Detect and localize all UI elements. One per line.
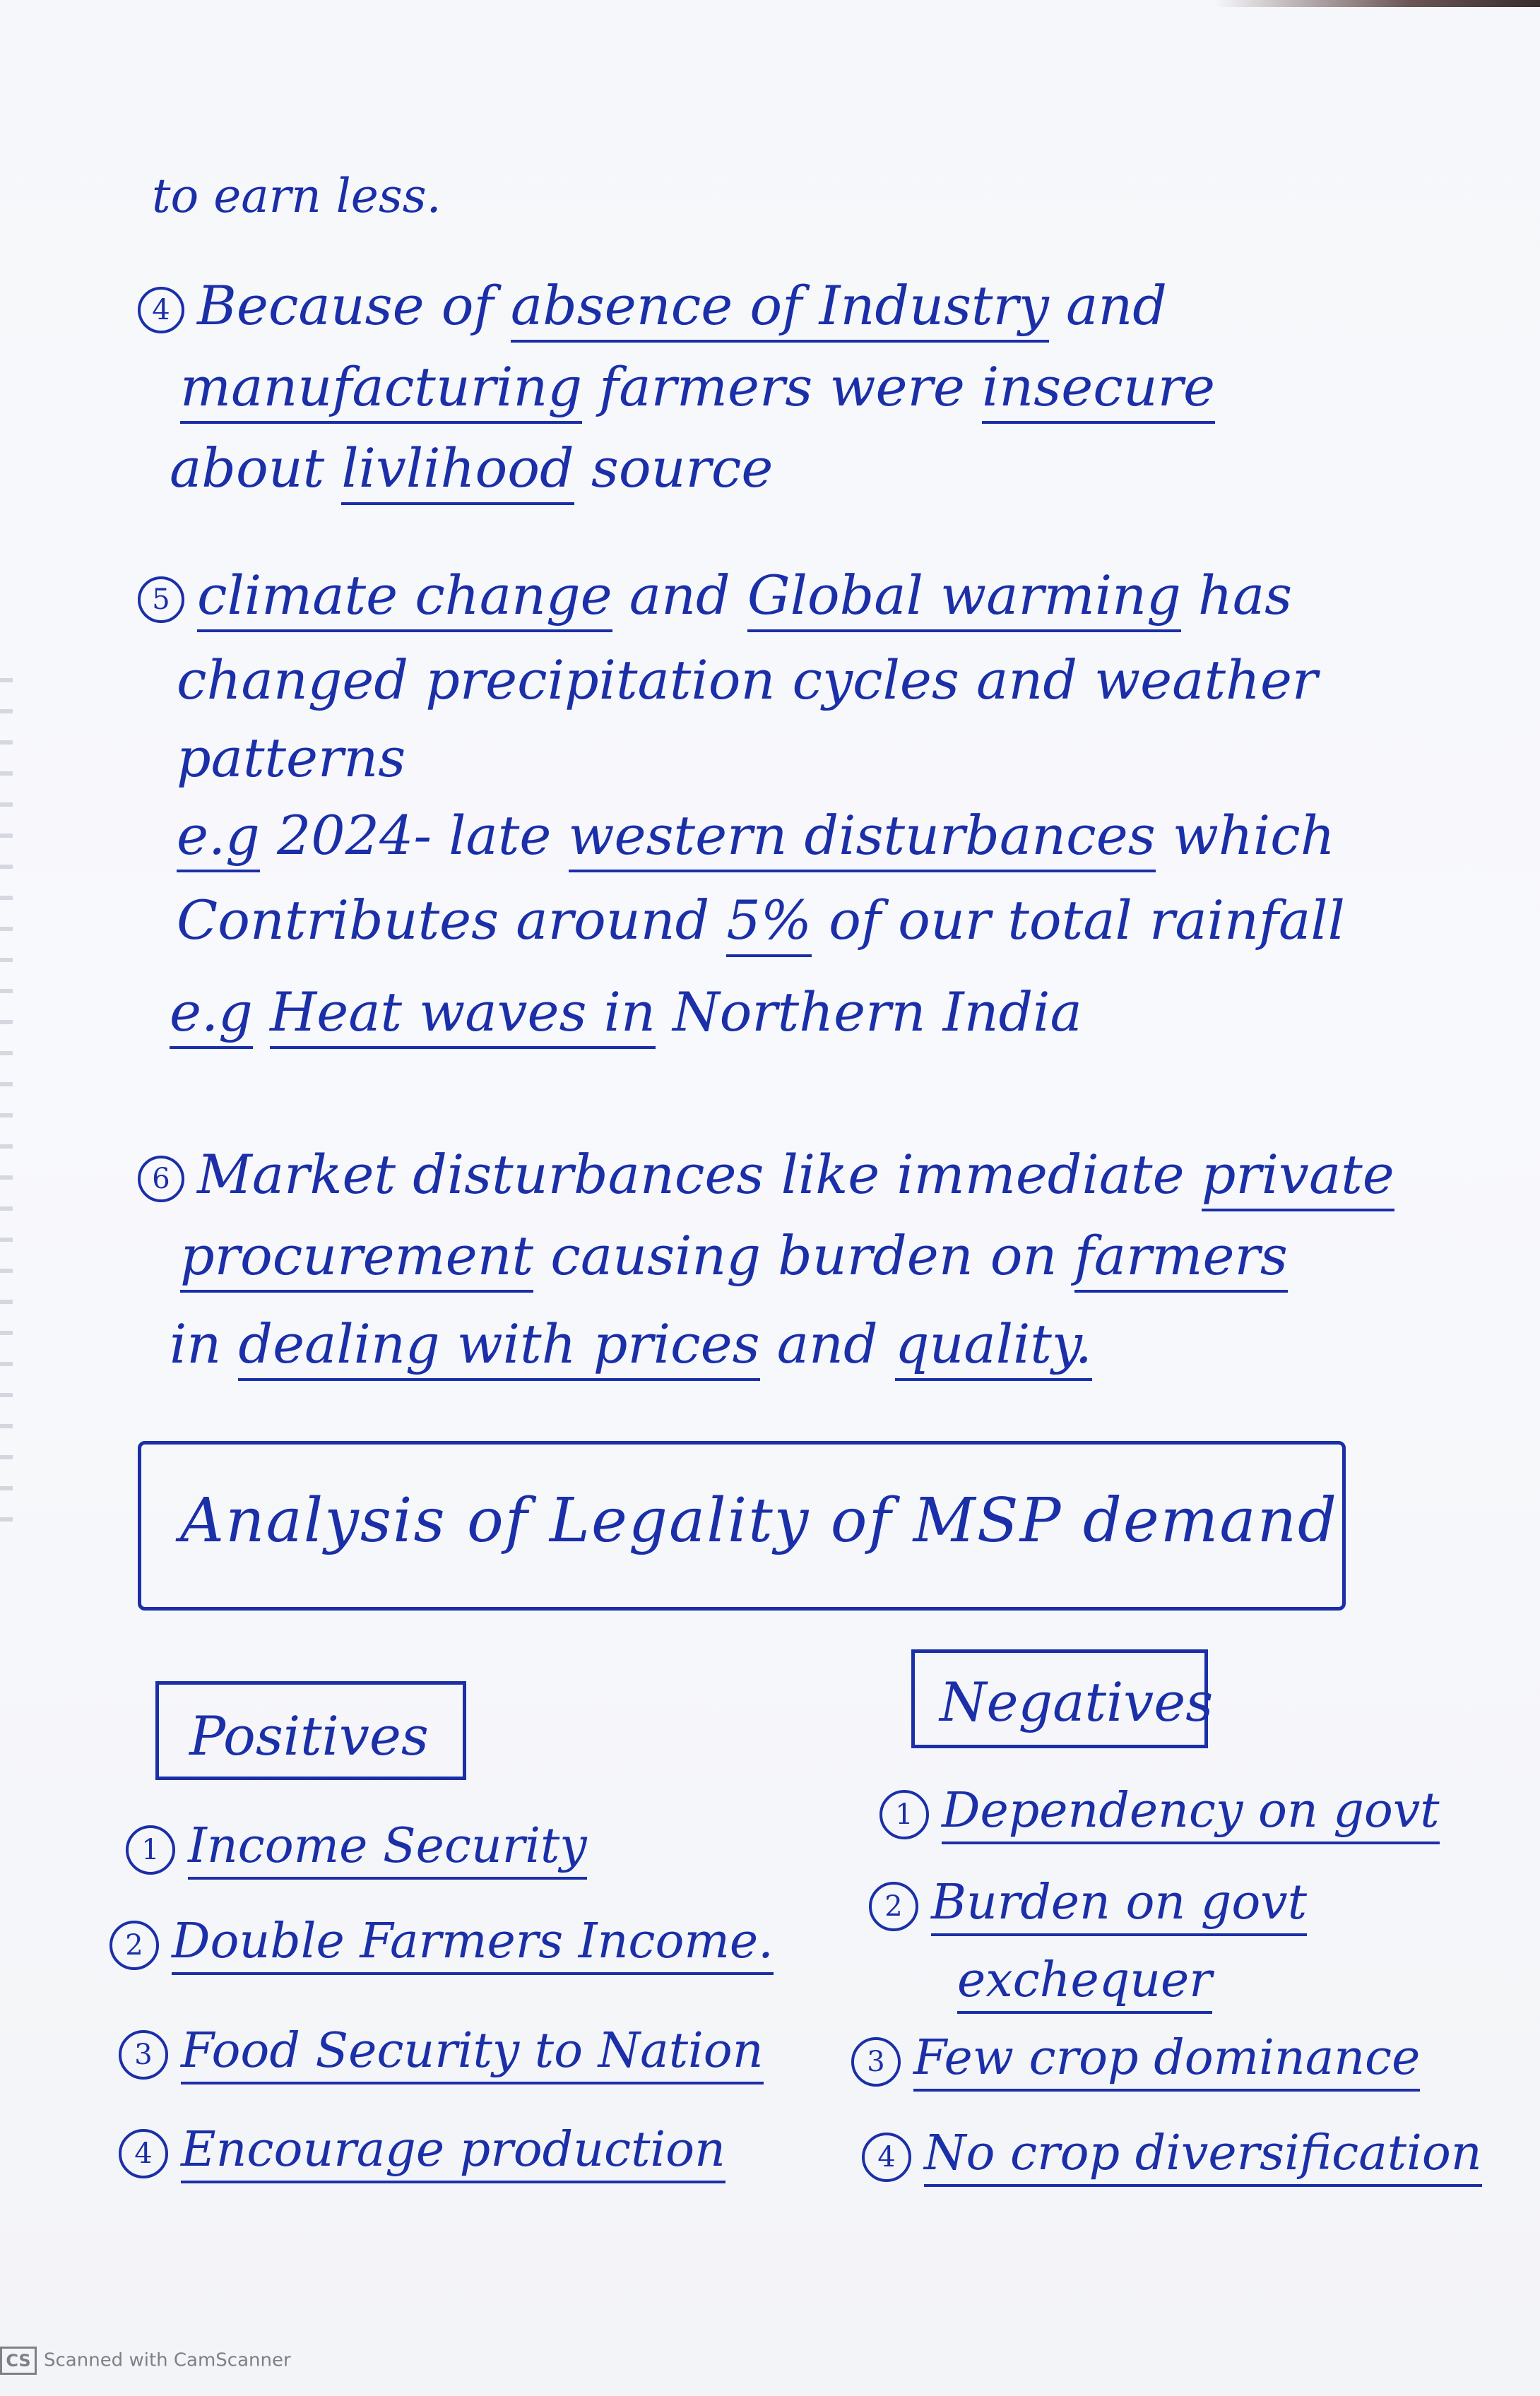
point-4-line-2: manufacturing farmers were insecure [180, 360, 1215, 414]
analysis-heading: Analysis of Legality of MSP demand [180, 1485, 1339, 1556]
point-6-line-1: 6 Market disturbances like immediate private [138, 1148, 1394, 1202]
underline-quality: quality. [895, 1312, 1092, 1381]
point-5-line-5: Contributes around 5% of our total rainfall [177, 894, 1345, 947]
intro-line [152, 169, 442, 223]
point-5-number: 5 [138, 576, 184, 623]
underline-procurement: procurement [180, 1224, 533, 1293]
negative-number-3: 3 [851, 2037, 901, 2087]
camscanner-logo: CS [0, 2347, 37, 2375]
underline-farmers: farmers [1074, 1224, 1288, 1293]
negative-item-3: 3 Few crop dominance [851, 2034, 1420, 2087]
left-margin-bleed [0, 678, 13, 1526]
negatives-title: Negatives [940, 1671, 1214, 1733]
underline-manufacturing: manufacturing [180, 355, 582, 424]
positive-number-2: 2 [109, 1921, 159, 1970]
underline-5-percent: 5% [726, 889, 812, 957]
negative-number-2: 2 [869, 1882, 918, 1931]
underline-eg-1: e.g [177, 804, 260, 872]
negative-item-1: 1 Dependency on govt [879, 1787, 1440, 1839]
positive-item-4: 4 Encourage production [119, 2126, 725, 2178]
point-5-line-2: changed precipitation cycles and weather [177, 648, 1318, 711]
camscanner-footer [0, 2347, 291, 2375]
positives-title: Positives [189, 1704, 429, 1767]
point-6-number: 6 [138, 1156, 184, 1202]
point-6-line-2: procurement causing burden on farmers [180, 1229, 1288, 1283]
positive-number-4: 4 [119, 2129, 168, 2178]
underline-western-disturbances: western disturbances [569, 804, 1156, 872]
positive-item-2: 2 Double Farmers Income. [109, 1918, 774, 1970]
intro-text: to earn less. [152, 169, 442, 223]
point-4-line-1: 4 Because of absence of Industry and [138, 279, 1167, 333]
point-6-line-3: in dealing with prices and quality. [170, 1317, 1092, 1371]
underline-livelihood: livlihood [341, 437, 574, 505]
positive-number-3: 3 [119, 2030, 168, 2080]
negative-number-1: 1 [879, 1790, 929, 1839]
positive-item-3: 3 Food Security to Nation [119, 2027, 764, 2080]
page-top-edge-shadow [1215, 0, 1540, 7]
point-4-line-3: about livlihood source [170, 441, 773, 495]
underline-global-warming: Global warming [747, 564, 1181, 632]
negative-item-4: 4 No crop diversification [862, 2130, 1482, 2182]
point-5-line-6: e.g Heat waves in Northern India [170, 985, 1082, 1039]
underline-eg-2: e.g [170, 980, 253, 1049]
point-5-line-1: 5 climate change and Global warming has [138, 569, 1292, 623]
camscanner-label: Scanned with CamScanner [44, 2349, 291, 2371]
positive-item-1: 1 Income Security [126, 1822, 587, 1875]
negative-number-4: 4 [862, 2133, 911, 2182]
underline-private: private [1202, 1143, 1394, 1211]
underline-insecure: insecure [982, 355, 1215, 424]
underline-absence-of-industry: absence of Industry [511, 274, 1049, 343]
negative-item-2-cont: exchequer [957, 1957, 1212, 2005]
positive-number-1: 1 [126, 1825, 175, 1875]
negative-item-2: 2 Burden on govt [869, 1879, 1307, 1931]
point-5-line-3: patterns [177, 726, 406, 789]
underline-climate-change: climate change [197, 564, 612, 632]
underline-heat-waves: Heat waves in [270, 980, 656, 1049]
point-5-line-4: e.g 2024- late western disturbances which [177, 809, 1335, 862]
point-4-number: 4 [138, 287, 184, 333]
underline-dealing-with-prices: dealing with prices [238, 1312, 759, 1381]
